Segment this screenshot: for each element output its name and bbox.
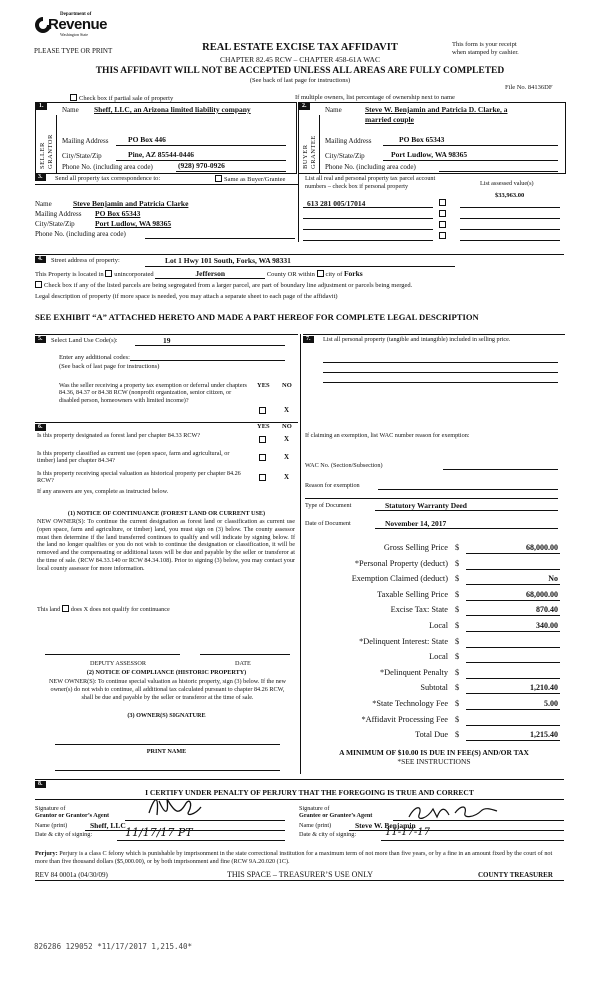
section-7-number: 7. (303, 336, 314, 343)
parcel-header-2: numbers – check box if personal property (305, 183, 409, 190)
assessed-header: List assessed value(s) (480, 180, 534, 187)
section-5-number: 5. (35, 336, 46, 343)
correspondence-label: Send all property tax correspondence to: (55, 175, 161, 182)
city-checkbox[interactable] (317, 270, 324, 277)
dollar-sign: $ (455, 589, 460, 599)
seller-side-label: SELLER GRANTOR (39, 134, 54, 169)
correspondence-section (35, 174, 564, 246)
exemption-question: Was the seller receiving a property tax exemption or deferral under chapters 84.36, 84.37 or 84.38 RCW (nonprofit organization, senior citizen, or disabled person, homeowners with limited income)? (59, 382, 247, 404)
dollar-sign: $ (455, 605, 460, 615)
minimum-fee-text: A MINIMUM OF $10.00 IS DUE IN FEE(S) AND/OR TAX (339, 748, 529, 757)
located-label: This Property is located in (35, 271, 104, 278)
land-use-section (35, 334, 298, 422)
grantor-name[interactable]: Sheff, LLC (90, 821, 126, 830)
doc-type-label: Type of Document (305, 502, 352, 509)
same-as-buyer[interactable] (215, 175, 285, 184)
tax-row-value[interactable]: 340.00 (536, 621, 558, 630)
grantee-name[interactable]: Steve W. Benjamin (355, 821, 416, 830)
tax-row-label: Local (429, 652, 448, 662)
buyer-section (298, 102, 566, 174)
tax-row-label: Subtotal (420, 683, 448, 693)
forest-question-1: Is this property designated as forest land per chapter 84.33 RCW? (37, 432, 201, 439)
county-name[interactable]: Jefferson (155, 269, 265, 279)
revenue-logo (34, 12, 108, 40)
dollar-sign: $ (455, 621, 460, 630)
personal-property-checkbox-4[interactable] (439, 232, 448, 240)
treasurer-space-text: THIS SPACE – TREASURER’S USE ONLY (226, 870, 374, 879)
warning-text: THIS AFFIDAVIT WILL NOT BE ACCEPTED UNLESS ALL AREAS ARE FULLY COMPLETED (95, 66, 505, 76)
tax-row-value[interactable]: 68,000.00 (526, 543, 558, 552)
seller-csz[interactable]: Pine, AZ 85544-0446 (128, 150, 195, 159)
dollar-sign: $ (455, 667, 460, 677)
owner-signature-label: (3) OWNER(S) SIGNATURE (127, 712, 206, 719)
qualify-line (37, 605, 170, 613)
notice-1-text: NEW OWNER(S): To continue the current designation as forest land or classification as current use (open space, farm and agriculture, or timber) land, you must sign on (3) below. The county assessor must then determine if the land transferred continues to qualify and will indicate by signing below. If the land no longer qualifies or you do not wish to continue the designation or classification, it will be removed and the compensating or additional taxes will be due and payable by the seller or transferor at the time of sale. (RCW 84.33.140 or RCW 84.34.108). Prior to signing (3) below, you may contact your local county assessor for more information. (37, 518, 295, 572)
city-name[interactable]: Forks (343, 269, 363, 278)
forest-question-4: If any answers are yes, complete as instructed below. (37, 488, 169, 495)
reason-label: Reason for exemption (305, 482, 360, 489)
buyer-mailing-label: Mailing Address (325, 137, 372, 145)
seller-csz-label: City/State/Zip (62, 152, 102, 160)
segregated-checkbox[interactable] (35, 281, 42, 288)
personal-property-section (303, 334, 565, 774)
same-as-buyer-label: Same as Buyer/Grantee (224, 176, 286, 183)
tax-row-value[interactable]: 1,215.40 (530, 730, 558, 740)
additional-codes-label: Enter any additional codes: (59, 354, 130, 361)
please-type-text: PLEASE TYPE OR PRINT (34, 47, 113, 55)
forest-q1-yes[interactable] (259, 436, 268, 444)
parcel-number[interactable]: 613 281 005/17014 (307, 199, 366, 208)
forest-q1-no[interactable]: X (284, 435, 290, 443)
same-as-buyer-checkbox[interactable] (215, 175, 222, 182)
see-back-text: (See back of last page for instructions) (249, 77, 351, 84)
segregated-label: Check box if any of the listed parcels are being segregated from a larger parcel, are part of boundary line adjustment or parcels being merged. (44, 282, 413, 289)
tax-row-label: *Delinquent Interest: State (359, 636, 448, 646)
grantor-sig-label-2: Grantor or Grantor’s Agent (35, 812, 110, 819)
partial-sale-checkbox[interactable] (70, 94, 77, 101)
corr-phone-label: Phone No. (including area code) (35, 230, 126, 238)
grantee-signature[interactable] (405, 801, 505, 825)
receipt-note-2: when stamped by cashier. (452, 49, 519, 56)
exemption-yes-checkbox[interactable] (259, 407, 268, 415)
dollar-sign: $ (455, 558, 460, 568)
seller-mailing-label: Mailing Address (62, 137, 109, 145)
city-of-label: city of (325, 271, 343, 278)
multiple-owners-note: If multiple owners, list percentage of ownership next to name (295, 94, 455, 101)
buyer-csz[interactable]: Port Ludlow, WA 98365 (391, 150, 468, 159)
revision-number: REV 84 0001a (04/30/09) (35, 871, 108, 879)
section-1-number: 1. (36, 103, 47, 110)
does-qualify-checkbox[interactable] (62, 605, 69, 612)
tax-row-label: *State Technology Fee (372, 699, 448, 708)
within-label: within (298, 271, 315, 278)
forest-yes-header: YES (257, 423, 270, 430)
tax-row-value[interactable]: 68,000.00 (526, 589, 558, 599)
forest-q2-yes[interactable] (259, 454, 268, 462)
dollar-sign: $ (455, 683, 460, 693)
form-subtitle: CHAPTER 82.45 RCW – CHAPTER 458-61A WAC (220, 55, 380, 64)
tax-row-value[interactable]: 870.40 (536, 605, 558, 615)
county-or-label: County OR (266, 271, 297, 278)
dollar-sign: $ (455, 636, 460, 646)
dollar-sign: $ (455, 714, 460, 724)
buyer-name-line-1[interactable]: Steve W. Benjamin and Patricia D. Clarke, a (365, 105, 508, 114)
buyer-phone-label: Phone No. (including area code) (325, 163, 416, 171)
perjury-text: Perjury is a class C felony which is punishable by imprisonment in the state correctional institution for a maximum term of not more than five years, or by a fine in an amount fixed by the court of not more than five thousand dollars ($5,000.00), or by both imprisonment and fine (RCW 9A.20.020 (1C). (35, 850, 553, 866)
assessed-value[interactable]: $33,963.00 (495, 192, 525, 199)
tax-row-label: Taxable Selling Price (377, 589, 448, 599)
doc-type[interactable]: Statutory Warranty Deed (385, 501, 467, 510)
unincorporated-label: unincorporated (114, 271, 154, 278)
doc-date-label: Date of Document (305, 520, 351, 527)
forest-question-2: Is this property classified as current use (open space, farm and agricultural, or timber) land per chapter 84.34? (37, 450, 230, 465)
corr-name[interactable]: Steve Benjamin and Patricia Clarke (73, 199, 189, 208)
corr-name-label: Name (35, 200, 52, 208)
grantee-sig-label-1: Signature of (299, 805, 330, 812)
street-address-label: Street address of property: (51, 257, 120, 264)
buyer-name-line-2[interactable]: married couple (365, 115, 414, 124)
logo-main-text: Revenue (48, 16, 108, 33)
notice-1-title: (1) NOTICE OF CONTINUANCE (FOREST LAND OR CURRENT USE) (67, 510, 266, 517)
file-number: File No. 84136DF (505, 84, 553, 91)
certify-heading: I CERTIFY UNDER PENALTY OF PERJURY THAT THE FOREGOING IS TRUE AND CORRECT (145, 788, 474, 797)
this-land-label: This land (37, 606, 61, 613)
tax-row-label: *Affidavit Processing Fee (361, 714, 448, 724)
certify-section (35, 779, 564, 849)
partial-sale-label: Check box if partial sale of property (79, 95, 174, 102)
perjury-label: Perjury: (35, 850, 58, 857)
land-use-yes-header: YES (257, 382, 270, 389)
tax-row-value[interactable]: No (548, 574, 558, 584)
corr-mailing[interactable]: PO Box 65343 (95, 209, 141, 218)
segregated-check[interactable] (35, 281, 412, 290)
receipt-note-1: This form is your receipt (452, 41, 517, 48)
assessor-date-label: DATE (235, 660, 251, 667)
form-title: REAL ESTATE EXCISE TAX AFFIDAVIT (202, 42, 398, 53)
parcel-header-1: List all real and personal property tax parcel account (305, 175, 436, 182)
seller-phone-label: Phone No. (including area code) (62, 163, 153, 171)
cashier-stamp: 826286 129052 *11/17/2017 1,215.40* (34, 942, 193, 951)
dollar-sign: $ (455, 699, 460, 708)
exemption-no-mark[interactable]: X (284, 406, 290, 414)
personal-property-checkbox-3[interactable] (439, 221, 448, 229)
section-4-number: 4. (35, 256, 46, 263)
forest-q2-no[interactable]: X (284, 453, 290, 461)
perjury-note (35, 850, 564, 866)
exhibit-text: SEE EXHIBIT “A” ATTACHED HERETO AND MADE A PART HEREOF FOR COMPLETE LEGAL DESCRIPTION (35, 312, 479, 322)
forest-question-3: Is this property receiving special valuation as historical property per chapter 84.26 RCW? (37, 470, 241, 485)
corr-csz-label: City/State/Zip (35, 220, 75, 228)
exemption-wac-label: If claiming an exemption, list WAC number reason for exemption: (305, 432, 470, 439)
grantee-date[interactable]: 11-17-17 (385, 827, 430, 838)
grantor-sig-label-1: Signature of (35, 805, 66, 812)
grantor-name-label: Name (print) (35, 822, 68, 829)
seller-phone[interactable]: (928) 970-0926 (178, 161, 225, 170)
grantee-name-label: Name (print) (299, 822, 332, 829)
does-label: does (70, 606, 83, 613)
property-section (35, 254, 564, 322)
county-treasurer-label: COUNTY TREASURER (478, 871, 553, 879)
corr-csz[interactable]: Port Ludlow, WA 98365 (95, 219, 172, 228)
legal-description-label: Legal description of property (if more space is needed, you may attach a separate sheet to each page of the affidavit) (35, 293, 338, 300)
seller-mailing[interactable]: PO Box 446 (128, 135, 166, 144)
tax-row-label: Total Due (415, 730, 448, 740)
notice-2-text: NEW OWNER(S): To continue special valuation as historic property, sign (3) below. If the new owner(s) do not wish to continue, all additional tax calculated pursuant to chapter 84.26 RCW, shall be due and payable by the seller or transferor at the time of sale. (48, 678, 287, 701)
not-qualify-label: X does not qualify for continuance (83, 606, 170, 613)
print-name-label: PRINT NAME (146, 748, 187, 755)
buyer-csz-label: City/State/Zip (325, 152, 365, 160)
buyer-mailing[interactable]: PO Box 65343 (399, 135, 445, 144)
grantor-signature[interactable] (145, 793, 205, 823)
dollar-sign: $ (455, 652, 460, 662)
section-8-number: 8. (35, 781, 46, 788)
grantee-sig-label-2: Grantee or Grantee’s Agent (299, 812, 373, 819)
personal-property-checkbox-1[interactable] (439, 199, 448, 207)
tax-row-value[interactable]: 5.00 (544, 699, 558, 708)
seller-name-label: Name (62, 106, 79, 114)
doc-date[interactable]: November 14, 2017 (385, 519, 447, 528)
logo-top-text: Department of (60, 12, 92, 17)
section-3-number: 3. (35, 174, 46, 181)
tax-row-label: Exemption Claimed (deduct) (351, 574, 448, 584)
unincorporated-checkbox[interactable] (105, 270, 112, 277)
forest-q3-no[interactable]: X (284, 473, 290, 481)
tax-row-label: Gross Selling Price (383, 543, 448, 552)
seller-name[interactable]: Sheff, LLC, an Arizona limited liability company (94, 105, 251, 114)
see-instructions-text: *SEE INSTRUCTIONS (397, 757, 471, 766)
tax-row-label: *Personal Property (deduct) (354, 558, 448, 568)
wac-no-label: WAC No. (Section/Subsection) (305, 462, 383, 469)
land-use-no-header: NO (282, 382, 292, 389)
street-address[interactable]: Lot 1 Hwy 101 South, Forks, WA 98331 (165, 256, 291, 265)
personal-property-checkbox-2[interactable] (439, 210, 448, 218)
forest-q3-yes[interactable] (259, 474, 268, 482)
tax-row-label: Local (429, 621, 448, 630)
land-use-code[interactable]: 19 (163, 336, 171, 345)
land-use-label: Select Land Use Code(s): (51, 337, 118, 344)
grantor-date-label: Date & city of signing: (35, 831, 93, 838)
grantor-date[interactable]: 11/17/17 PT (125, 826, 193, 839)
tax-row-label: Excise Tax: State (390, 605, 448, 615)
grantee-date-label: Date & city of signing: (299, 831, 357, 838)
section-2-number: 2. (299, 103, 310, 110)
seller-section (35, 102, 297, 174)
tax-row-value[interactable]: 1,210.40 (530, 683, 558, 693)
land-use-see-back: (See back of last page for instructions) (59, 363, 160, 370)
personal-property-label: List all personal property (tangible and intangible) included in selling price. (323, 336, 511, 343)
forest-section (35, 422, 298, 772)
tax-row-label: *Delinquent Penalty (380, 667, 448, 677)
notice-2-title: (2) NOTICE OF COMPLIANCE (HISTORIC PROPERTY) (86, 669, 247, 676)
dollar-sign: $ (455, 574, 460, 584)
buyer-side-label: BUYER GRANTEE (302, 135, 317, 169)
logo-sub-text: Washington State (60, 32, 89, 37)
section-6-number: 6. (35, 424, 46, 431)
deputy-assessor-label: DEPUTY ASSESSOR (90, 660, 146, 667)
buyer-name-label: Name (325, 106, 342, 114)
dollar-sign: $ (455, 730, 460, 740)
dollar-sign: $ (455, 543, 460, 552)
forest-no-header: NO (282, 423, 292, 430)
corr-mailing-label: Mailing Address (35, 210, 82, 218)
location-line (35, 269, 363, 279)
